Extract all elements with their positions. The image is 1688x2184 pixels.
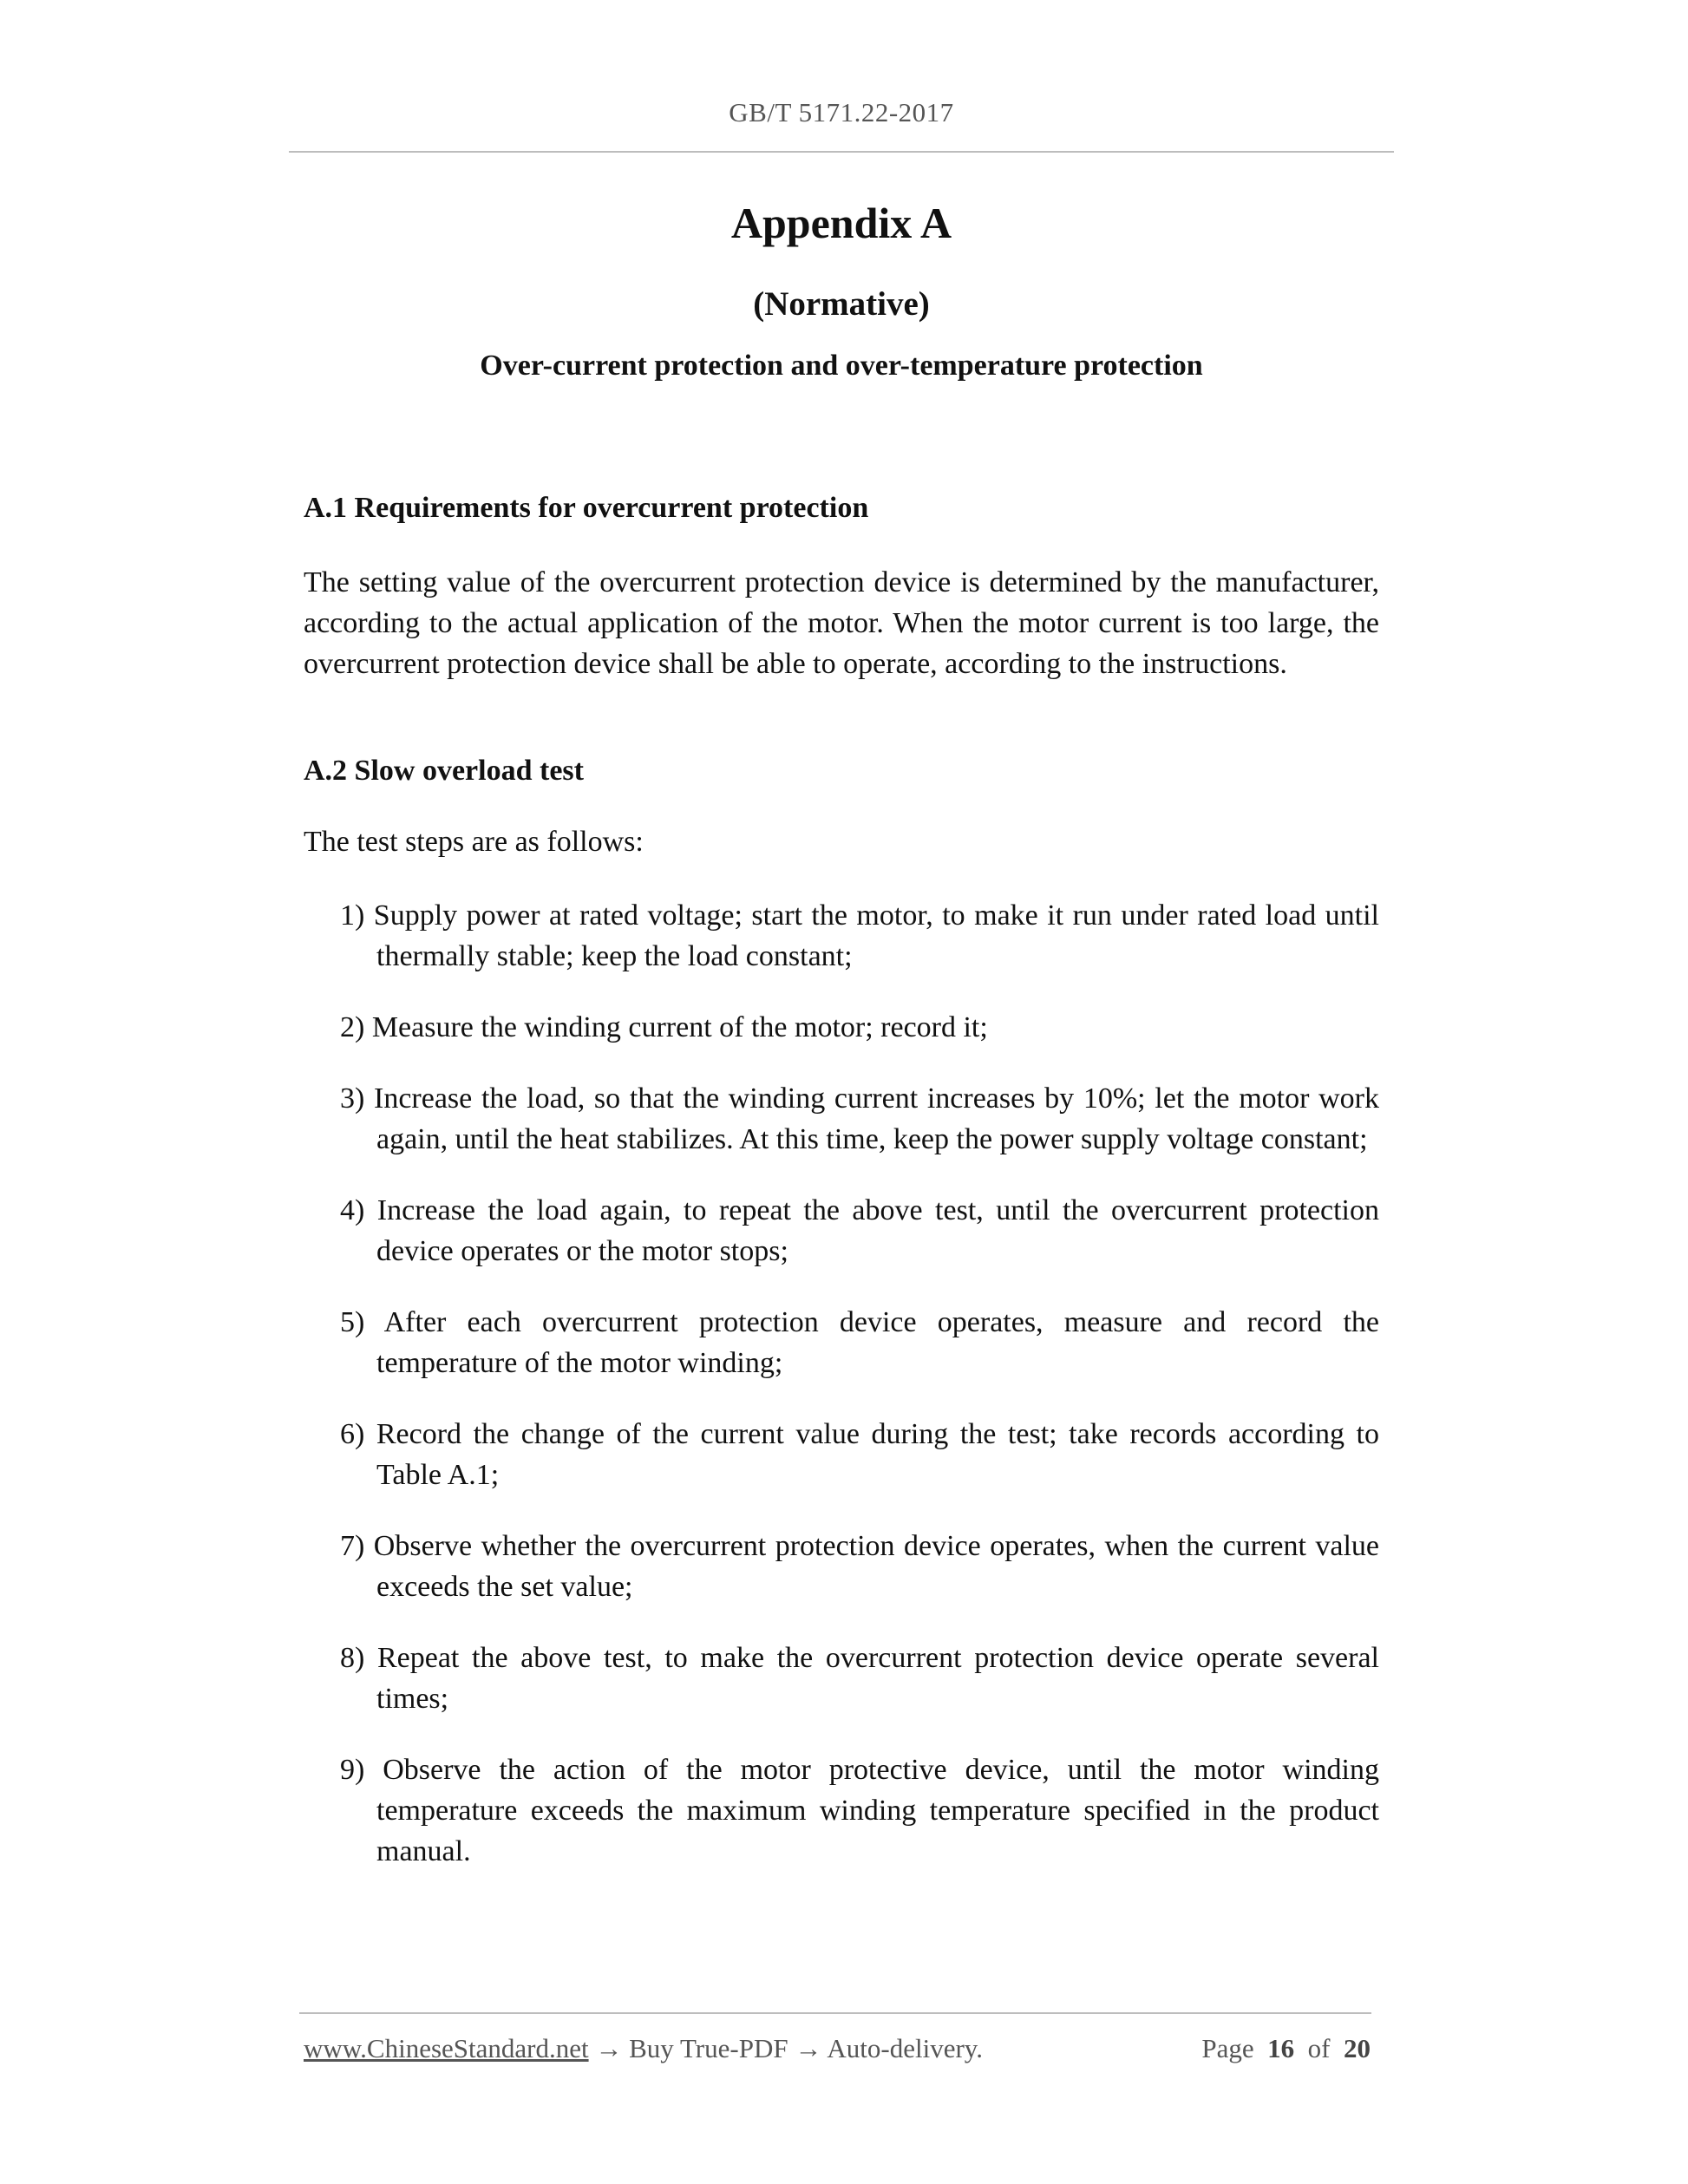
document-header: GB/T 5171.22-2017 xyxy=(729,97,954,128)
page-footer xyxy=(304,2033,1371,2064)
footer-divider xyxy=(299,2012,1371,2014)
test-step-2: 2) Measure the winding current of the motor; record it; xyxy=(340,1011,988,1043)
test-steps-list xyxy=(340,895,1379,1902)
section-a1-body: The setting value of the overcurrent protection device is determined by the manufacturer, according to the actual application of the motor. When the motor current is too large, the overcurrent protection device shall be able to operate, according to the instructions. xyxy=(304,566,1379,680)
test-step-8: 8) Repeat the above test, to make the overcurrent protection device operate several times; xyxy=(340,1642,1379,1715)
auto-delivery-text: Auto-delivery. xyxy=(827,2033,984,2063)
section-a1-heading: A.1 Requirements for overcurrent protection xyxy=(304,492,869,524)
page-current: 16 xyxy=(1267,2033,1295,2063)
of-label: of xyxy=(1307,2033,1331,2063)
test-step-3: 3) Increase the load, so that the winding current increases by 10%; let the motor work again, until the heat stabilizes. At this time, keep the power supply voltage constant; xyxy=(340,1082,1379,1155)
test-step-1: 1) Supply power at rated voltage; start the motor, to make it run under rated load until thermally stable; keep the load constant; xyxy=(340,899,1379,972)
page-label: Page xyxy=(1201,2033,1254,2063)
page-total: 20 xyxy=(1344,2033,1371,2063)
test-step-9: 9) Observe the action of the motor protective device, until the motor winding temperature exceeds the maximum winding temperature specified in the product manual. xyxy=(340,1754,1379,1867)
appendix-subtitle: Over-current protection and over-temperature protection xyxy=(480,350,1203,382)
test-step-7: 7) Observe whether the overcurrent protection device operates, when the current value exceeds the set value; xyxy=(340,1530,1379,1603)
arrow-right-icon: → xyxy=(595,2033,623,2063)
arrow-right-icon: → xyxy=(795,2033,822,2063)
section-a2-heading: A.2 Slow overload test xyxy=(304,755,584,787)
test-step-5: 5) After each overcurrent protection device operates, measure and record the temperature of the motor winding; xyxy=(340,1306,1379,1379)
section-a2-intro: The test steps are as follows: xyxy=(304,826,644,858)
site-link[interactable]: www.ChineseStandard.net xyxy=(304,2033,589,2063)
appendix-title: Appendix A xyxy=(730,199,952,247)
page-indicator xyxy=(1201,2033,1371,2064)
header-divider xyxy=(289,151,1394,153)
buy-pdf-text: Buy True-PDF xyxy=(629,2033,788,2063)
test-step-4: 4) Increase the load again, to repeat the above test, until the overcurrent protection device operates or the motor stops; xyxy=(340,1194,1379,1267)
test-step-6: 6) Record the change of the current value during the test; take records according to Table A.1; xyxy=(340,1418,1379,1491)
normative-label: (Normative) xyxy=(753,285,930,323)
